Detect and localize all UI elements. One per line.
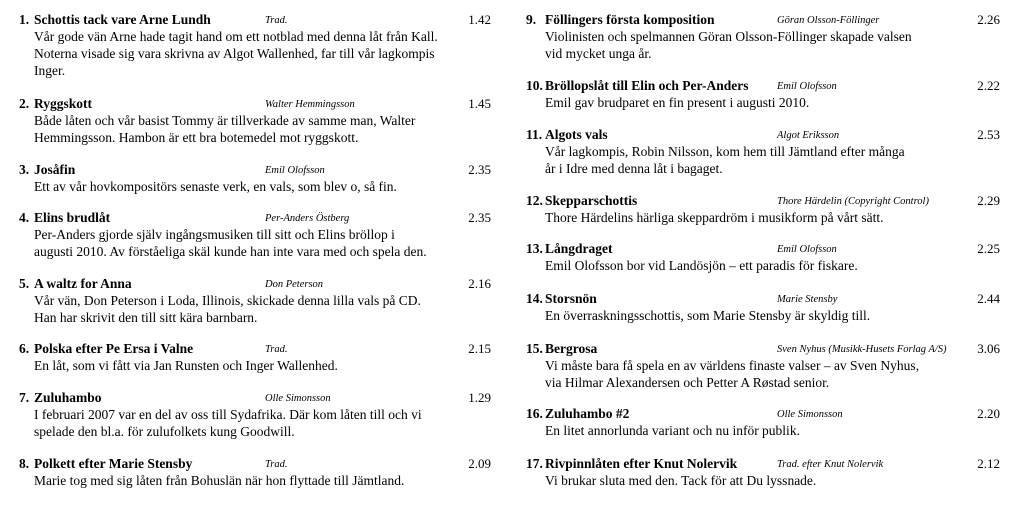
track-title: Långdraget [545,241,613,256]
track-duration: 2.20 [977,406,1000,421]
track-description-line: augusti 2010. Av förståeliga skäl kunde han inte vara med och spela den. [34,244,427,259]
track-composer: Trad. [265,15,288,26]
track-composer: Algot Eriksson [777,130,840,141]
track-description-line: Noterna visade sig vara skrivna av Algot Wallenhed, far till vår lagkompis [34,46,435,61]
track-item [526,240,1000,274]
track-item [19,95,491,146]
track-item [526,340,1000,391]
track-title: Josåfin [34,162,76,177]
track-description-line: Vår gode vän Arne hade tagit hand om ett notblad med denna låt från Kall. [34,29,438,44]
track-composer: Olle Simonsson [265,393,331,404]
track-title: Polska efter Pe Ersa i Valne [34,341,194,356]
track-description-line: I februari 2007 var en del av oss till Sydafrika. Där kom låten till och vi [34,407,422,422]
track-description-line: Vår lagkompis, Robin Nilsson, kom hem till Jämtland efter många [545,144,905,159]
track-title: A waltz for Anna [34,276,132,291]
track-duration: 2.35 [468,210,491,225]
track-number: 8. [19,456,30,471]
track-item [526,11,1000,62]
track-title: Schottis tack vare Arne Lundh [34,12,211,27]
track-title: Rivpinnlåten efter Knut Nolervik [545,456,738,471]
track-item [526,192,1000,226]
track-duration: 2.35 [468,162,491,177]
track-composer: Göran Olsson-Föllinger [777,15,880,26]
track-duration: 2.53 [977,127,1000,142]
track-number: 1. [19,12,30,27]
track-item [19,455,491,489]
track-description-line: Hemmingsson. Hambon är ett bra botemedel mot ryggskott. [34,130,359,145]
track-composer: Olle Simonsson [777,409,843,420]
track-duration: 2.15 [468,341,491,356]
track-duration: 2.12 [977,456,1000,471]
track-title: Polkett efter Marie Stensby [34,456,193,471]
track-item [526,290,1000,324]
track-description-line: Inger. [34,63,66,78]
track-number: 7. [19,390,30,405]
track-duration: 2.25 [977,241,1000,256]
track-title: Zuluhambo [34,390,102,405]
track-number: 4. [19,210,30,225]
track-title: Zuluhambo #2 [545,406,630,421]
track-description-line: Ett av vår hovkompositörs senaste verk, en vals, som blev o, så fin. [34,179,397,194]
track-number: 17. [526,456,543,471]
track-duration: 1.45 [468,96,491,111]
track-duration: 2.09 [468,456,491,471]
track-composer: Walter Hemmingsson [265,99,355,110]
track-description-line: Vi måste bara få spela en av världens finaste valser – av Sven Nyhus, [545,358,920,373]
track-duration: 2.16 [468,276,491,291]
track-title: Algots vals [545,127,608,142]
track-duration: 3.06 [977,341,1000,356]
track-composer: Trad. [265,459,288,470]
track-description-line: En litet annorlunda variant och nu inför publik. [545,423,800,438]
track-title: Elins brudlåt [34,210,111,225]
track-number: 15. [526,341,543,356]
track-number: 13. [526,241,543,256]
track-item [19,340,491,374]
track-description-line: Emil Olofsson bor vid Landösjön – ett paradis för fiskare. [545,258,858,273]
track-description-line: Per-Anders gjorde själv ingångsmusiken till sitt och Elins bröllop i [34,227,395,242]
track-item [19,389,491,440]
track-description-line: Han har skrivit den till sitt kära barnbarn. [34,310,258,325]
track-description-line: Marie tog med sig låten från Bohuslän när hon flyttade till Jämtland. [34,473,405,488]
track-item [19,275,491,326]
track-number: 10. [526,78,543,93]
track-number: 2. [19,96,30,111]
track-title: Bergrosa [545,341,598,356]
track-description-line: Violinisten och spelmannen Göran Olsson-Föllinger skapade valsen [545,29,912,44]
track-number: 11. [526,127,543,142]
track-description-line: Emil gav brudparet en fin present i augusti 2010. [545,95,810,110]
track-title: Skepparschottis [545,193,638,208]
track-number: 5. [19,276,30,291]
track-item [526,126,1000,177]
track-composer: Per-Anders Östberg [265,213,350,224]
track-number: 14. [526,291,543,306]
track-composer: Trad. efter Knut Nolervik [777,459,884,470]
track-composer: Emil Olofsson [777,244,837,255]
track-description-line: Vår vän, Don Peterson i Loda, Illinois, skickade denna lilla vals på CD. [34,293,421,308]
track-composer: Emil Olofsson [265,165,325,176]
track-number: 6. [19,341,30,356]
track-title: Storsnön [545,291,597,306]
track-item [526,455,1000,489]
track-composer: Don Peterson [265,279,324,290]
track-description-line: En låt, som vi fått via Jan Runsten och Inger Wallenhed. [34,358,338,373]
track-composer: Trad. [265,344,288,355]
track-item [526,405,1000,439]
track-composer: Marie Stensby [777,294,838,305]
track-number: 16. [526,406,543,421]
track-item [19,11,491,79]
track-item [526,77,1000,111]
track-composer: Sven Nyhus (Musikk-Husets Forlag A/S) [777,344,947,355]
track-number: 3. [19,162,30,177]
track-duration: 1.42 [468,12,491,27]
track-duration: 2.26 [977,12,1000,27]
track-item [19,161,491,195]
track-description-line: år i Idre med denna låt i bagaget. [545,161,723,176]
track-description-line: En överraskningsschottis, som Marie Stensby är skyldig till. [545,308,871,323]
track-duration: 2.44 [977,291,1000,306]
track-description-line: Vi brukar sluta med den. Tack för att Du lyssnade. [545,473,817,488]
track-title: Ryggskott [34,96,93,111]
track-description-line: Thore Härdelins härliga skeppardröm i musikform på vårt sätt. [545,210,884,225]
track-duration: 2.22 [977,78,1000,93]
track-description-line: Både låten och vår basist Tommy är tillverkade av samme man, Walter [34,113,416,128]
track-composer: Emil Olofsson [777,81,837,92]
track-composer: Thore Härdelin (Copyright Control) [777,196,929,207]
track-duration: 1.29 [468,390,491,405]
track-description-line: via Hilmar Alexandersen och Petter A Røstad senior. [545,375,830,390]
track-description-line: spelade den bl.a. för zulufolkets kung Goodwill. [34,424,295,439]
track-description-line: vid mycket unga år. [545,46,652,61]
track-title: Föllingers första komposition [545,12,715,27]
track-item [19,209,491,260]
track-number: 9. [526,12,537,27]
track-duration: 2.29 [977,193,1000,208]
track-title: Bröllopslåt till Elin och Per-Anders [545,78,749,93]
track-number: 12. [526,193,543,208]
